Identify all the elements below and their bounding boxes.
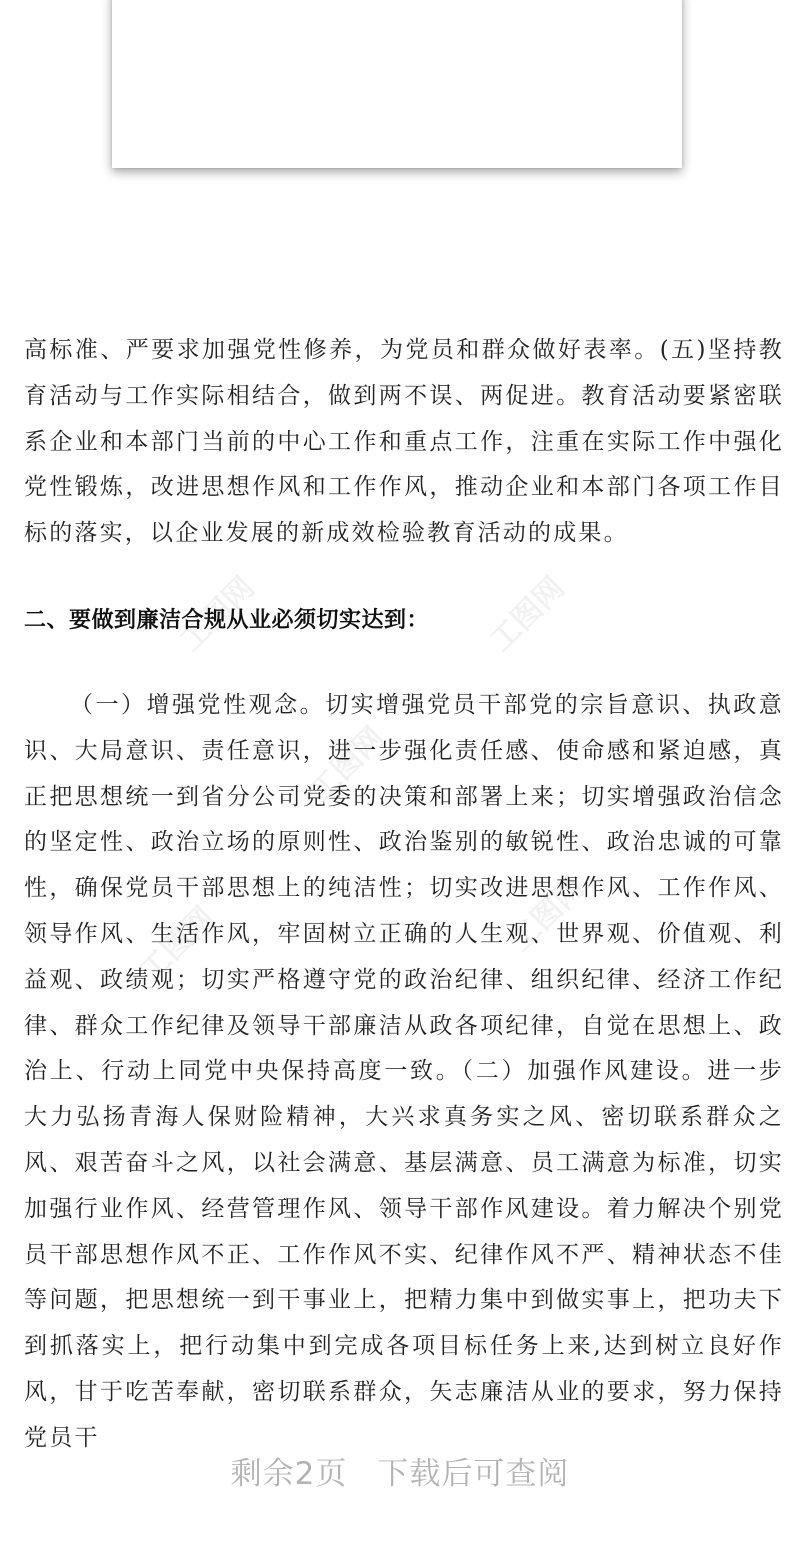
section-heading: 二、要做到廉洁合规从业必须切实达到： xyxy=(24,607,430,633)
paragraph-continuation: 高标准、严要求加强党性修养，为党员和群众做好表率。(五)坚持教育活动与工作实际相结合，做到两不误、两促进。教育活动要紧密联系企业和本部门当前的中心工作和重点工作，注重在实际工作中强化党性锻炼，改进思想作风和工作作风，推动企业和本部门各项工作目标的落实，以企业发展的新成效检验教育活动的成果。 xyxy=(24,337,784,547)
remaining-pages-label: 剩余2页 xyxy=(230,1456,348,1492)
download-to-view-label: 下载后可查阅 xyxy=(377,1456,570,1492)
paragraph-party-spirit: （一）增强党性观念。切实增强党员干部党的宗旨意识、执政意识、大局意识、责任意识，进一步强化责任感、使命感和紧迫感，真正把思想统一到省分公司党委的决策和部署上来；切实增强政治信念的坚定性、政治立场的原则性、政治鉴别的敏锐性、政治忠诚的可靠性，确保党员干部思想上的纯洁性；切实改进思想作风、工作作风、领导作风、生活作风，牢固树立正确的人生观、世界观、价值观、利益观、政绩观；切实严格遵守党的政治纪律、组织纪律、经济工作纪律、群众工作纪律及领导干部廉洁从政各项纪律，自觉在思想上、政治上、行动上同党中央保持高度一致。（二）加强作风建设。进一步大力弘扬青海人保财险精神，大兴求真务实之风、密切联系群众之风、艰苦奋斗之风，以社会满意、基层满意、员工满意为标准，切实加强行业作风、经营管理作风、领导干部作风建设。着力解决个别党员干部思想作风不正、工作作风不实、纪律作风不严、精神状态不佳等问题，把思想统一到干事业上，把精力集中到做实事上，把功夫下到抓落实上，把行动集中到完成各项目标任务上来,达到树立良好作风，甘于吃苦奉献，密切联系群众，矢志廉洁从业的要求，努力保持党员干 xyxy=(24,691,784,1451)
watermark: 工图网 xyxy=(503,870,592,959)
watermark: 工图网 xyxy=(303,720,392,809)
watermark: 工图网 xyxy=(133,900,222,989)
previous-page-preview xyxy=(112,0,682,168)
watermark: 工图网 xyxy=(483,570,572,659)
download-prompt[interactable] xyxy=(0,1448,800,1493)
watermark: 工图网 xyxy=(173,570,262,659)
document-body xyxy=(24,328,784,1462)
